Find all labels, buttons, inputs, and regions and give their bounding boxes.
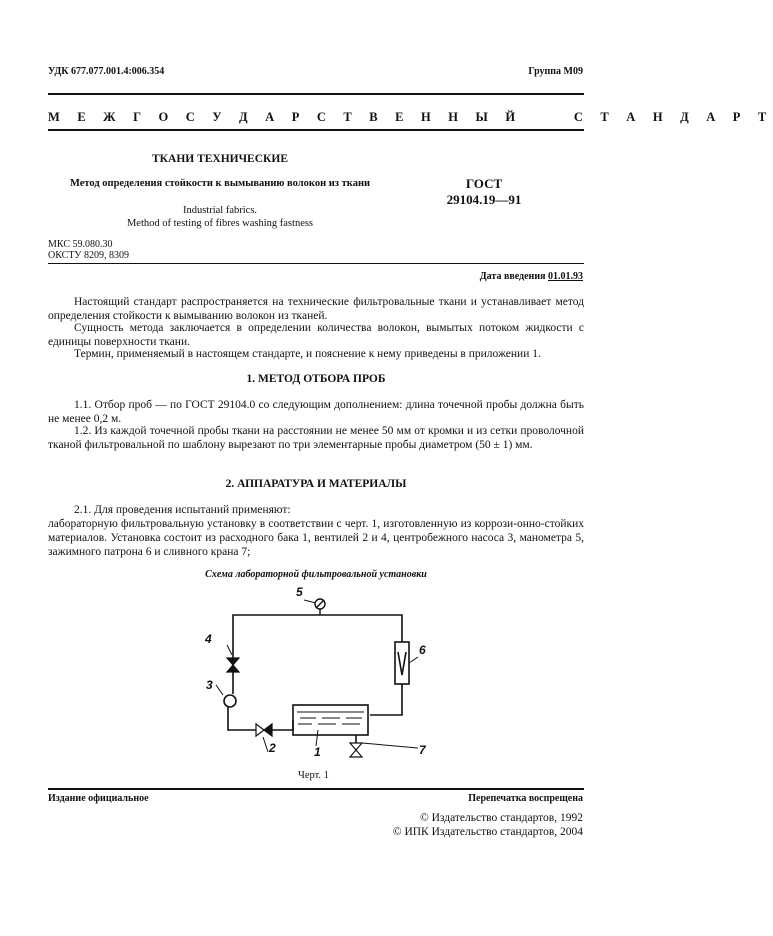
intro-paragraph-2: Сущность метода заключается в определении количества волокон, вымытых потоком жидкости с единицы поверхности ткани. bbox=[48, 322, 584, 348]
top-pipe bbox=[233, 615, 402, 658]
english-title-line2: Method of testing of fibres washing fastness bbox=[126, 218, 314, 229]
right-return-pipe bbox=[370, 684, 402, 715]
section-2-paragraph-1: 2.1. Для проведения испытаний применяют: bbox=[74, 504, 291, 516]
copyright-2004: © ИПК Издательство стандартов, 2004 bbox=[392, 826, 583, 838]
effective-date-value: 01.01.93 bbox=[548, 271, 583, 282]
section-1-paragraph-1: 1.1. Отбор проб — по ГОСТ 29104.0 со следующим дополнением: длина точечной пробы должна быть не менее 0,2 м. bbox=[48, 399, 584, 425]
english-title-line1: Industrial fabrics. bbox=[182, 205, 258, 216]
valve-2-outlet-pipe bbox=[270, 720, 293, 730]
filtration-scheme-diagram bbox=[190, 580, 450, 770]
figure-label-3: 3 bbox=[206, 678, 213, 692]
codes-rule bbox=[48, 263, 584, 264]
footer-rule bbox=[48, 788, 584, 790]
section-2-heading: 2. АППАРАТУРА И МАТЕРИАЛЫ bbox=[225, 478, 407, 490]
section-2-paragraph-2: лабораторную фильтровальную установку в соответствии с черт. 1, изготовленную из коррози-онно-стойких материалов. Установка состоит из расходного бака 1, вентилей 2 и 4, центробежного насоса 3, манометра 5, зажимного патрона 6 и сливного крана 7; bbox=[48, 518, 584, 558]
figure-label-2: 2 bbox=[269, 741, 276, 755]
figure-title: Схема лабораторной фильтровальной установки bbox=[205, 569, 427, 580]
drain-valve-7 bbox=[350, 743, 362, 757]
figure-label-6: 6 bbox=[419, 643, 426, 657]
supply-tank bbox=[293, 705, 368, 735]
clamping-chuck bbox=[395, 642, 409, 684]
document-title: ТКАНИ ТЕХНИЧЕСКИЕ bbox=[152, 153, 288, 165]
figure-caption: Черт. 1 bbox=[298, 770, 329, 781]
mks-code: МКС 59.080.30 bbox=[48, 239, 113, 250]
gost-number: 29104.19—91 bbox=[446, 192, 522, 207]
official-edition-note: Издание официальное bbox=[48, 793, 149, 804]
top-rule bbox=[48, 93, 584, 95]
intro-paragraph-3: Термин, применяемый в настоящем стандарте, и пояснение к нему приведены в приложении 1. bbox=[74, 348, 541, 360]
effective-date-label: Дата введения bbox=[479, 271, 546, 282]
group-code: Группа М09 bbox=[528, 66, 583, 77]
section-1-heading: 1. МЕТОД ОТБОРА ПРОБ bbox=[246, 373, 386, 385]
tank-liquid bbox=[297, 712, 364, 724]
manometer bbox=[315, 599, 325, 615]
section-1-paragraph-2: 1.2. Из каждой точечной пробы ткани на расстоянии не менее 50 мм от кромки и из сетки проволочной тканой фильтровальной по шаблону вырезают по три элементарные пробы диаметром (50 ± 1) мм. bbox=[48, 425, 584, 451]
reprint-prohibited-note: Перепечатка воспрещена bbox=[468, 793, 583, 804]
banner-rule bbox=[48, 129, 584, 131]
effective-date bbox=[480, 271, 583, 282]
centrifugal-pump bbox=[224, 695, 236, 707]
chuck-cone bbox=[398, 652, 406, 675]
udc-code: УДК 677.077.001.4:006.354 bbox=[48, 66, 165, 77]
valve-2 bbox=[256, 724, 272, 736]
copyright-1992: © Издательство стандартов, 1992 bbox=[419, 812, 583, 824]
gost-label: ГОСТ bbox=[465, 176, 503, 191]
valve-4 bbox=[227, 658, 239, 672]
document-subtitle: Метод определения стойкости к вымыванию волокон из ткани bbox=[69, 178, 371, 189]
figure-label-5: 5 bbox=[296, 585, 303, 599]
okstu-code: ОКСТУ 8209, 8309 bbox=[48, 250, 130, 261]
intro-paragraph-1: Настоящий стандарт распространяется на технические фильтровальные ткани и устанавливает метод определения стойкости к вымыванию волокон из тканей. bbox=[48, 296, 584, 322]
standard-banner: М Е Ж Г О С У Д А Р С Т В Е Н Н Ы Й С Т А Н Д А Р Т bbox=[48, 110, 773, 124]
figure-label-4: 4 bbox=[205, 632, 212, 646]
pump-outlet-pipe bbox=[228, 705, 258, 730]
figure-label-7: 7 bbox=[419, 743, 426, 757]
figure-label-1: 1 bbox=[314, 745, 321, 759]
